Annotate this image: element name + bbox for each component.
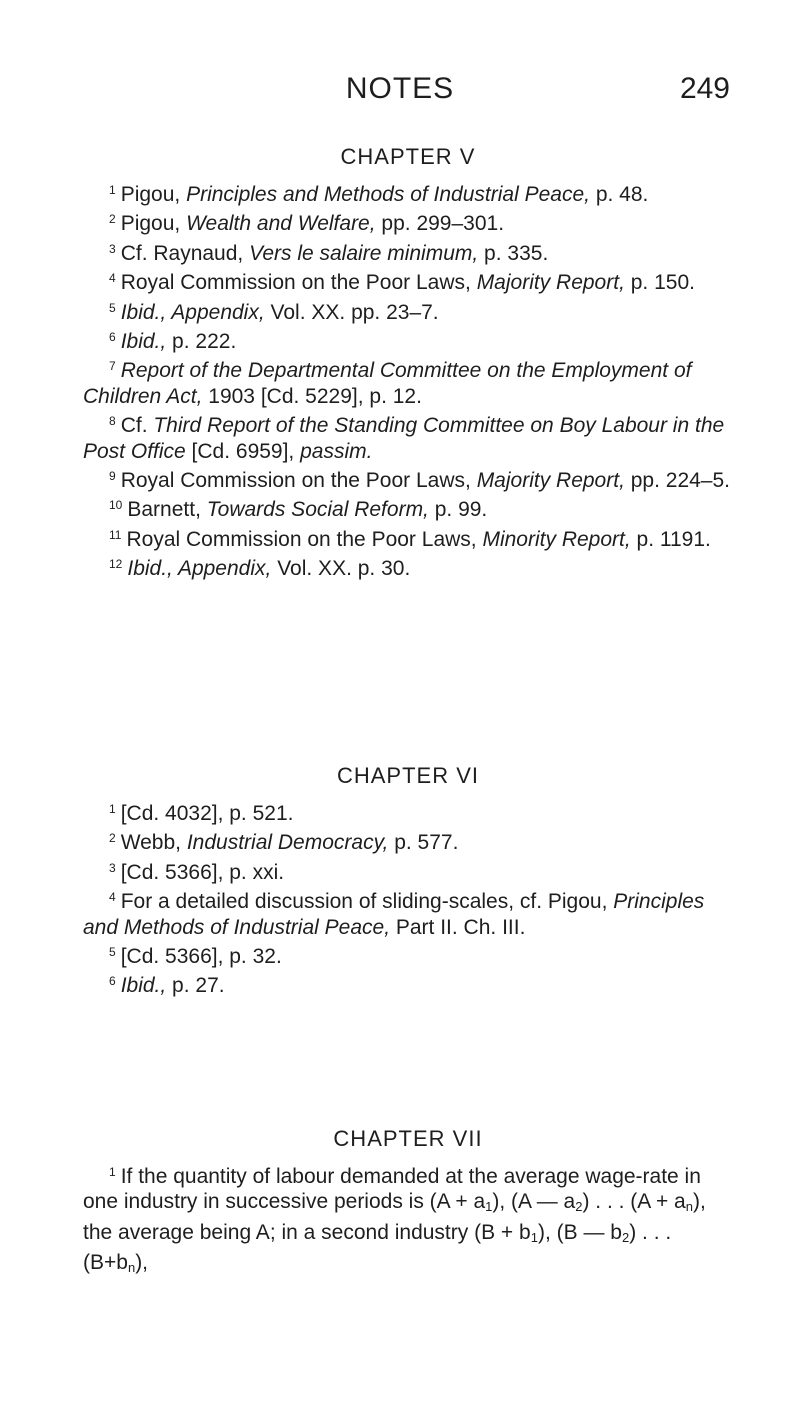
footnote-number: 3: [109, 860, 116, 875]
footnote-number: 4: [109, 890, 116, 905]
footnote-text: Cf. Raynaud,: [120, 241, 250, 265]
footnote-title: Towards Social Reform,: [206, 498, 429, 522]
footnote: [83, 354, 733, 409]
footnote: [83, 464, 733, 493]
footnote-title: Third Report of the Standing Committee on Boy Labour in the Post Office: [83, 414, 725, 463]
footnote: [83, 552, 733, 581]
footnote-number: 2: [109, 831, 116, 846]
footnote-text: p. 335.: [478, 241, 549, 265]
footnote-number: 6: [109, 974, 116, 989]
footnote: [83, 940, 733, 969]
footnote: [83, 325, 733, 354]
footnote-text: Vol. XX. pp. 23–7.: [264, 300, 439, 324]
running-head: [0, 72, 800, 112]
footnote-text: Cf.: [120, 414, 154, 438]
footnote-number: 1: [109, 802, 116, 816]
footnote: [83, 409, 733, 464]
footnote-text: Webb,: [120, 831, 187, 855]
footnote-title: Principles and Methods of Industrial Peace,: [186, 183, 590, 206]
footnote-number: 5: [109, 945, 116, 960]
footnote-number: 6: [109, 330, 116, 345]
footnote: [83, 493, 733, 522]
footnote-text: p. 577.: [388, 831, 459, 855]
footnote-text: [Cd. 4032], p. 521.: [120, 802, 294, 825]
page-number: 249: [679, 72, 730, 105]
footnote-number: 1: [109, 1165, 116, 1179]
chapter-v-notes: [83, 144, 733, 582]
chapter-heading: CHAPTER VII: [333, 1126, 483, 1151]
footnote: [83, 856, 733, 885]
footnote-number: 12: [109, 557, 123, 572]
footnote-title: Minority Report,: [482, 527, 631, 551]
footnote-title: Vers le salaire minimum,: [249, 241, 479, 265]
running-title: NOTES: [345, 72, 455, 105]
footnote-title: Majority Report,: [476, 271, 625, 295]
footnote-number: 5: [109, 300, 116, 315]
footnote: [83, 797, 733, 826]
footnote-text: p. 222.: [166, 330, 237, 354]
footnote-text: [Cd. 6959],: [185, 439, 301, 463]
footnote: [83, 207, 733, 236]
footnote-text: p. 1191.: [630, 527, 711, 551]
footnote: [83, 266, 733, 295]
footnote: [83, 969, 733, 998]
footnote-title: Industrial Democracy,: [186, 831, 389, 855]
footnote-text: Vol. XX. p. 30.: [271, 557, 411, 581]
footnote-text: pp. 224–5.: [624, 469, 730, 493]
notes-list: [83, 797, 733, 999]
footnote-title: Ibid.,: [120, 330, 167, 354]
footnote-text: p. 27.: [166, 974, 225, 998]
footnote-text: 1903 [Cd. 5229], p. 12.: [202, 384, 422, 408]
footnote: [83, 296, 733, 325]
footnote-title: passim.: [300, 439, 373, 463]
footnote: [83, 523, 733, 552]
chapter-vii-notes: [83, 1126, 733, 1281]
footnote-text: Pigou,: [120, 212, 187, 236]
footnote-title: Report of the Departmental Committee on the Employment of Children Act,: [83, 359, 692, 408]
footnote-text: p. 48.: [589, 183, 649, 206]
footnote: $^1$ If the quantity of labour demanded at the average wage-rate in one industry in successive periods is $(A + a_1)$, (A — $a_2$) . . . $(A + a_n)$, the average being A; in a second industry $(B + b_1)$, (B — $b_2$) . . . $(B+b_n)$,: [83, 1165, 706, 1276]
footnote-number: 3: [109, 241, 116, 256]
footnote-text: Royal Commission on the Poor Laws,: [120, 271, 477, 295]
footnote-number: 10: [109, 498, 123, 513]
chapter-vi-notes: [83, 763, 733, 999]
footnote-number: 2: [109, 212, 116, 227]
footnote-text: For a detailed discussion of sliding-scales, cf. Pigou,: [120, 890, 614, 914]
footnote-text: Pigou,: [120, 183, 187, 206]
footnote-title: Ibid., Appendix,: [127, 557, 272, 581]
footnote-text: Part II. Ch. III.: [390, 915, 526, 939]
footnote: [83, 237, 733, 266]
footnote-number: 9: [109, 469, 116, 484]
footnote-title: Principles and Methods of Industrial Peace,: [83, 890, 705, 939]
footnote-number: 8: [109, 414, 116, 429]
footnote-text: [Cd. 5366], p. xxi.: [120, 860, 285, 884]
footnote-text: Royal Commission on the Poor Laws,: [120, 469, 477, 493]
footnote: [83, 178, 733, 207]
footnote-number: 11: [109, 527, 122, 542]
footnote-title: Ibid.,: [120, 974, 167, 998]
footnote-number: 4: [109, 271, 116, 286]
footnote-text: p. 150.: [624, 271, 695, 295]
footnote-text: [Cd. 5366], p. 32.: [120, 945, 282, 969]
footnote: [83, 826, 733, 855]
footnote-title: Ibid., Appendix,: [120, 300, 265, 324]
footnote-text: Barnett,: [127, 498, 207, 522]
footnote-text: p. 99.: [428, 498, 488, 522]
footnote-title: Wealth and Welfare,: [186, 212, 376, 236]
footnote-text: pp. 299–301.: [375, 212, 505, 236]
footnote-title: Majority Report,: [476, 469, 625, 493]
footnote: [83, 885, 733, 940]
footnote-number: 1: [109, 183, 116, 197]
notes-list: [83, 178, 733, 582]
chapter-heading: CHAPTER V: [340, 144, 476, 169]
footnote-number: 7: [109, 359, 116, 374]
chapter-heading: CHAPTER VI: [336, 763, 480, 788]
footnote-text: Royal Commission on the Poor Laws,: [126, 527, 483, 551]
